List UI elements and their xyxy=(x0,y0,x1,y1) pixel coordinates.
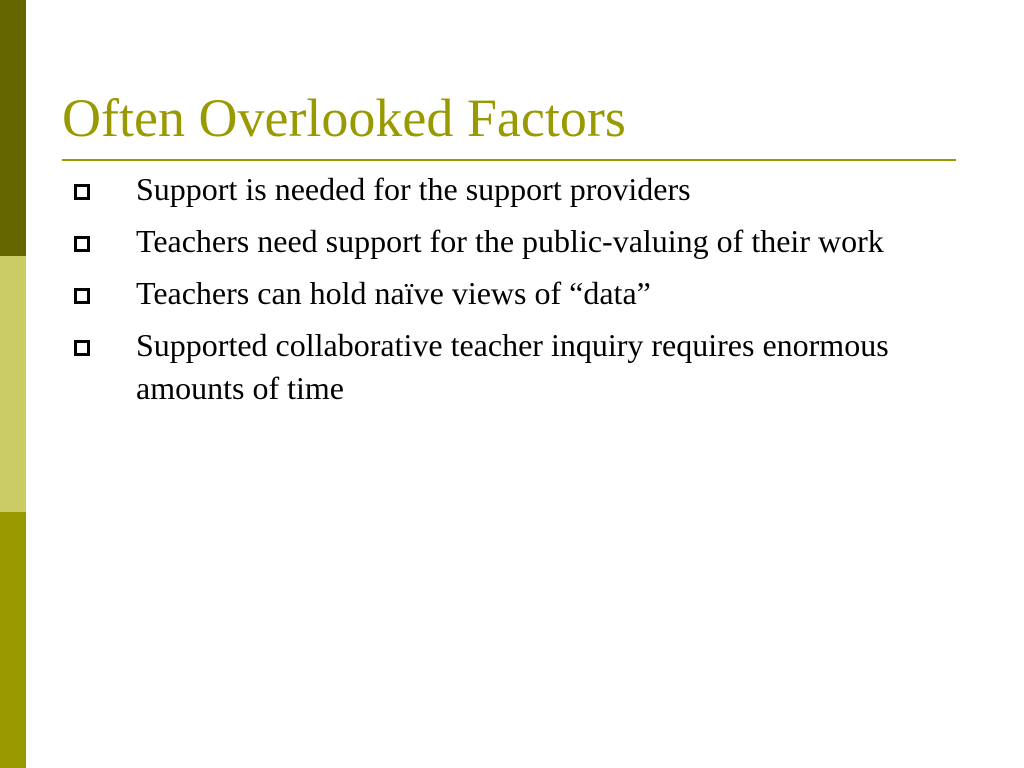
bullet-text: Supported collaborative teacher inquiry requires enormous amounts of time xyxy=(136,327,889,406)
bullet-item xyxy=(72,220,922,263)
side-bar-top-segment xyxy=(0,0,26,256)
side-bar-bottom-segment xyxy=(0,512,26,768)
bullet-text: Teachers need support for the public-valuing of their work xyxy=(136,223,884,259)
hollow-square-bullet-icon xyxy=(74,340,90,356)
bullet-item xyxy=(72,168,922,211)
bullet-item xyxy=(72,272,922,315)
hollow-square-bullet-icon xyxy=(74,236,90,252)
hollow-square-bullet-icon xyxy=(74,288,90,304)
bullet-list xyxy=(72,168,922,419)
slide-title: Often Overlooked Factors xyxy=(62,88,626,148)
bullet-item xyxy=(72,324,922,410)
hollow-square-bullet-icon xyxy=(74,184,90,200)
decorative-side-bar xyxy=(0,0,26,768)
side-bar-middle-segment xyxy=(0,256,26,512)
bullet-text: Support is needed for the support providers xyxy=(136,171,691,207)
bullet-text: Teachers can hold naïve views of “data” xyxy=(136,275,651,311)
title-underline xyxy=(62,159,956,161)
